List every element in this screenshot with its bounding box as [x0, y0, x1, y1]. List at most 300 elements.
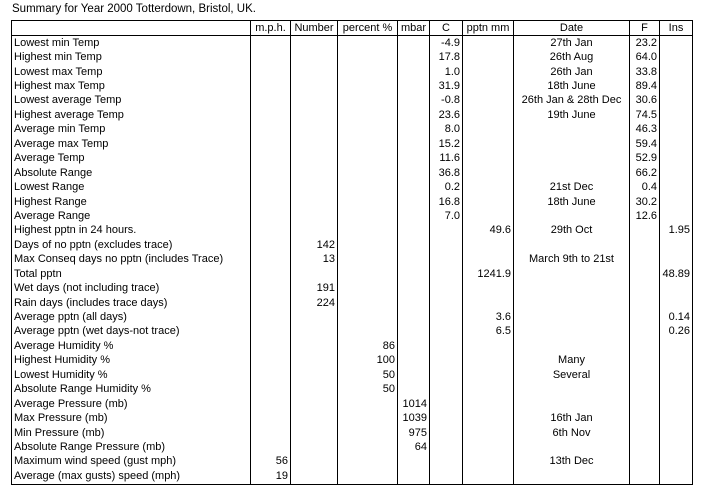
column-header-label [12, 21, 251, 36]
cell-date [514, 152, 630, 166]
table-row [12, 166, 693, 180]
table-row [12, 209, 693, 223]
table-row [12, 238, 693, 252]
cell-inches [660, 426, 693, 440]
cell-inches [660, 383, 693, 397]
cell-date [514, 209, 630, 223]
cell-percent [338, 79, 398, 93]
cell-percent [338, 296, 398, 310]
cell-mph [251, 397, 291, 411]
cell-celsius [430, 238, 463, 252]
cell-pptn [463, 426, 514, 440]
cell-mph [251, 36, 291, 51]
cell-number [291, 123, 338, 137]
cell-date: March 9th to 21st [514, 253, 630, 267]
cell-celsius [430, 296, 463, 310]
cell-celsius: 0.2 [430, 180, 463, 194]
row-label: Absolute Range [12, 166, 251, 180]
cell-number [291, 310, 338, 324]
cell-percent [338, 180, 398, 194]
summary-table [11, 20, 693, 485]
cell-fahrenheit [630, 339, 660, 353]
table-row [12, 469, 693, 484]
cell-inches [660, 50, 693, 64]
cell-inches [660, 296, 693, 310]
cell-mph [251, 224, 291, 238]
cell-mph [251, 166, 291, 180]
cell-mbar [398, 166, 430, 180]
cell-fahrenheit: 30.2 [630, 195, 660, 209]
table-row [12, 137, 693, 151]
cell-fahrenheit: 46.3 [630, 123, 660, 137]
cell-pptn [463, 440, 514, 454]
cell-percent: 50 [338, 383, 398, 397]
table-row [12, 310, 693, 324]
cell-pptn [463, 166, 514, 180]
cell-mph [251, 354, 291, 368]
cell-number [291, 325, 338, 339]
cell-number: 13 [291, 253, 338, 267]
row-label: Absolute Range Pressure (mb) [12, 440, 251, 454]
row-label: Highest min Temp [12, 50, 251, 64]
cell-percent [338, 36, 398, 51]
cell-pptn [463, 397, 514, 411]
cell-mph [251, 368, 291, 382]
cell-percent [338, 152, 398, 166]
cell-fahrenheit: 52.9 [630, 152, 660, 166]
cell-mph [251, 339, 291, 353]
cell-celsius: -0.8 [430, 94, 463, 108]
cell-pptn [463, 339, 514, 353]
row-label: Wet days (not including trace) [12, 281, 251, 295]
cell-date [514, 397, 630, 411]
row-label: Lowest Humidity % [12, 368, 251, 382]
cell-date [514, 281, 630, 295]
cell-percent [338, 65, 398, 79]
cell-pptn [463, 281, 514, 295]
cell-mbar [398, 310, 430, 324]
cell-mbar [398, 209, 430, 223]
cell-celsius [430, 455, 463, 469]
cell-percent [338, 281, 398, 295]
row-label: Lowest Range [12, 180, 251, 194]
cell-number [291, 339, 338, 353]
cell-percent [338, 94, 398, 108]
cell-inches [660, 152, 693, 166]
table-row [12, 397, 693, 411]
cell-pptn [463, 152, 514, 166]
cell-pptn [463, 411, 514, 425]
cell-fahrenheit [630, 397, 660, 411]
cell-date [514, 339, 630, 353]
cell-percent [338, 50, 398, 64]
table-row [12, 36, 693, 51]
table-row [12, 180, 693, 194]
cell-date: 13th Dec [514, 455, 630, 469]
cell-fahrenheit: 30.6 [630, 94, 660, 108]
row-label: Average max Temp [12, 137, 251, 151]
cell-mbar [398, 108, 430, 122]
cell-mbar [398, 368, 430, 382]
cell-fahrenheit [630, 267, 660, 281]
cell-inches [660, 166, 693, 180]
cell-percent [338, 469, 398, 484]
cell-pptn [463, 50, 514, 64]
table-row [12, 50, 693, 64]
cell-inches [660, 195, 693, 209]
cell-date [514, 238, 630, 252]
cell-mbar: 64 [398, 440, 430, 454]
row-label: Min Pressure (mb) [12, 426, 251, 440]
cell-number [291, 50, 338, 64]
cell-percent: 86 [338, 339, 398, 353]
cell-inches [660, 108, 693, 122]
table-row [12, 195, 693, 209]
cell-celsius: 15.2 [430, 137, 463, 151]
cell-mbar [398, 339, 430, 353]
cell-celsius [430, 267, 463, 281]
cell-mbar [398, 354, 430, 368]
row-label: Lowest average Temp [12, 94, 251, 108]
cell-mbar [398, 180, 430, 194]
cell-mph [251, 94, 291, 108]
row-label: Max Conseq days no pptn (includes Trace) [12, 253, 251, 267]
cell-date: Many [514, 354, 630, 368]
cell-celsius [430, 325, 463, 339]
cell-celsius [430, 354, 463, 368]
cell-pptn [463, 108, 514, 122]
cell-mph [251, 426, 291, 440]
cell-number: 224 [291, 296, 338, 310]
cell-fahrenheit [630, 325, 660, 339]
cell-percent: 50 [338, 368, 398, 382]
row-label: Lowest max Temp [12, 65, 251, 79]
cell-number: 142 [291, 238, 338, 252]
cell-inches [660, 411, 693, 425]
cell-percent [338, 426, 398, 440]
cell-fahrenheit [630, 224, 660, 238]
table-row [12, 368, 693, 382]
cell-fahrenheit: 64.0 [630, 50, 660, 64]
cell-number [291, 455, 338, 469]
row-label: Average Pressure (mb) [12, 397, 251, 411]
cell-fahrenheit [630, 310, 660, 324]
cell-mph [251, 440, 291, 454]
cell-mph: 19 [251, 469, 291, 484]
cell-number [291, 79, 338, 93]
cell-mbar [398, 36, 430, 51]
cell-number [291, 137, 338, 151]
cell-celsius [430, 440, 463, 454]
table-row [12, 455, 693, 469]
table-row [12, 383, 693, 397]
cell-pptn [463, 368, 514, 382]
cell-pptn [463, 65, 514, 79]
cell-inches: 48.89 [660, 267, 693, 281]
cell-percent [338, 224, 398, 238]
cell-inches [660, 281, 693, 295]
row-label: Lowest min Temp [12, 36, 251, 51]
cell-percent [338, 455, 398, 469]
cell-celsius [430, 411, 463, 425]
cell-pptn [463, 238, 514, 252]
cell-mbar [398, 224, 430, 238]
cell-inches [660, 440, 693, 454]
row-label: Highest average Temp [12, 108, 251, 122]
table-row [12, 152, 693, 166]
cell-celsius: 31.9 [430, 79, 463, 93]
cell-pptn: 6.5 [463, 325, 514, 339]
page-title: Summary for Year 2000 Totterdown, Bristol, UK. [12, 3, 256, 15]
cell-percent: 100 [338, 354, 398, 368]
cell-percent [338, 397, 398, 411]
cell-number [291, 209, 338, 223]
cell-mph [251, 65, 291, 79]
cell-inches [660, 368, 693, 382]
cell-fahrenheit [630, 368, 660, 382]
cell-mph [251, 310, 291, 324]
cell-number [291, 195, 338, 209]
column-header-inches: Ins [660, 21, 693, 36]
cell-celsius [430, 224, 463, 238]
cell-fahrenheit [630, 440, 660, 454]
cell-inches: 0.26 [660, 325, 693, 339]
cell-number [291, 354, 338, 368]
cell-date [514, 325, 630, 339]
cell-celsius [430, 310, 463, 324]
row-label: Average min Temp [12, 123, 251, 137]
cell-pptn [463, 455, 514, 469]
cell-pptn [463, 253, 514, 267]
cell-number [291, 224, 338, 238]
cell-mbar [398, 50, 430, 64]
cell-pptn [463, 195, 514, 209]
cell-date [514, 166, 630, 180]
cell-inches [660, 94, 693, 108]
column-header-number: Number [291, 21, 338, 36]
cell-date [514, 469, 630, 484]
cell-mbar [398, 253, 430, 267]
table-row [12, 296, 693, 310]
cell-date: 18th June [514, 79, 630, 93]
cell-percent [338, 108, 398, 122]
cell-mph [251, 238, 291, 252]
cell-celsius: 1.0 [430, 65, 463, 79]
cell-mbar [398, 123, 430, 137]
cell-date [514, 383, 630, 397]
cell-number [291, 65, 338, 79]
cell-mbar [398, 137, 430, 151]
cell-date: 26th Aug [514, 50, 630, 64]
cell-mbar [398, 238, 430, 252]
cell-pptn [463, 36, 514, 51]
cell-celsius [430, 426, 463, 440]
table-row [12, 253, 693, 267]
cell-fahrenheit: 0.4 [630, 180, 660, 194]
cell-mbar: 975 [398, 426, 430, 440]
table-row [12, 267, 693, 281]
cell-pptn [463, 94, 514, 108]
cell-mbar [398, 65, 430, 79]
cell-date: 6th Nov [514, 426, 630, 440]
cell-date [514, 310, 630, 324]
cell-mbar [398, 469, 430, 484]
cell-fahrenheit: 74.5 [630, 108, 660, 122]
cell-celsius [430, 469, 463, 484]
cell-inches [660, 180, 693, 194]
table-row [12, 65, 693, 79]
cell-mph [251, 267, 291, 281]
cell-number [291, 368, 338, 382]
table-row [12, 339, 693, 353]
cell-date [514, 123, 630, 137]
cell-inches [660, 79, 693, 93]
cell-inches [660, 137, 693, 151]
cell-fahrenheit: 59.4 [630, 137, 660, 151]
cell-mbar [398, 152, 430, 166]
cell-pptn: 49.6 [463, 224, 514, 238]
cell-number: 191 [291, 281, 338, 295]
cell-number [291, 383, 338, 397]
cell-inches [660, 455, 693, 469]
cell-date: 16th Jan [514, 411, 630, 425]
cell-fahrenheit [630, 296, 660, 310]
cell-inches: 0.14 [660, 310, 693, 324]
table-row [12, 108, 693, 122]
cell-date [514, 296, 630, 310]
row-label: Average Temp [12, 152, 251, 166]
cell-celsius: 36.8 [430, 166, 463, 180]
row-label: Total pptn [12, 267, 251, 281]
cell-mph [251, 137, 291, 151]
cell-inches [660, 209, 693, 223]
cell-inches [660, 253, 693, 267]
column-header-percent: percent % [338, 21, 398, 36]
cell-mbar [398, 79, 430, 93]
cell-mbar [398, 296, 430, 310]
cell-pptn: 1241.9 [463, 267, 514, 281]
cell-inches [660, 65, 693, 79]
table-row [12, 224, 693, 238]
column-header-mph: m.p.h. [251, 21, 291, 36]
table-body [12, 36, 693, 485]
cell-percent [338, 209, 398, 223]
cell-mph [251, 195, 291, 209]
row-label: Average (max gusts) speed (mph) [12, 469, 251, 484]
cell-fahrenheit: 12.6 [630, 209, 660, 223]
cell-number [291, 440, 338, 454]
row-label: Average pptn (wet days-not trace) [12, 325, 251, 339]
cell-percent [338, 253, 398, 267]
cell-inches [660, 469, 693, 484]
cell-mph [251, 50, 291, 64]
cell-mph [251, 253, 291, 267]
cell-inches [660, 339, 693, 353]
row-label: Maximum wind speed (gust mph) [12, 455, 251, 469]
row-label: Days of no pptn (excludes trace) [12, 238, 251, 252]
cell-fahrenheit [630, 455, 660, 469]
cell-celsius [430, 383, 463, 397]
row-label: Max Pressure (mb) [12, 411, 251, 425]
table-row [12, 94, 693, 108]
cell-date: 18th June [514, 195, 630, 209]
column-header-fahrenheit: F [630, 21, 660, 36]
cell-pptn: 3.6 [463, 310, 514, 324]
cell-mph [251, 296, 291, 310]
cell-number [291, 108, 338, 122]
cell-mbar: 1039 [398, 411, 430, 425]
cell-celsius [430, 253, 463, 267]
row-label: Highest Range [12, 195, 251, 209]
cell-percent [338, 166, 398, 180]
row-label: Average pptn (all days) [12, 310, 251, 324]
cell-mph [251, 209, 291, 223]
cell-date [514, 267, 630, 281]
cell-pptn [463, 296, 514, 310]
cell-date: 29th Oct [514, 224, 630, 238]
cell-celsius: 11.6 [430, 152, 463, 166]
cell-fahrenheit: 89.4 [630, 79, 660, 93]
cell-mbar [398, 455, 430, 469]
row-label: Highest max Temp [12, 79, 251, 93]
cell-fahrenheit: 33.8 [630, 65, 660, 79]
column-header-mbar: mbar [398, 21, 430, 36]
cell-celsius: 8.0 [430, 123, 463, 137]
cell-number [291, 36, 338, 51]
cell-celsius: 17.8 [430, 50, 463, 64]
row-label: Average Range [12, 209, 251, 223]
table-header-row [12, 21, 693, 36]
cell-percent [338, 310, 398, 324]
cell-celsius: -4.9 [430, 36, 463, 51]
table-row [12, 354, 693, 368]
cell-mph [251, 383, 291, 397]
cell-inches: 1.95 [660, 224, 693, 238]
cell-mbar [398, 383, 430, 397]
cell-number [291, 180, 338, 194]
cell-celsius: 16.8 [430, 195, 463, 209]
cell-number [291, 469, 338, 484]
row-label: Highest pptn in 24 hours. [12, 224, 251, 238]
cell-inches [660, 123, 693, 137]
cell-fahrenheit [630, 411, 660, 425]
cell-fahrenheit [630, 469, 660, 484]
cell-fahrenheit [630, 238, 660, 252]
table-row [12, 123, 693, 137]
cell-fahrenheit [630, 426, 660, 440]
cell-pptn [463, 383, 514, 397]
cell-fahrenheit [630, 383, 660, 397]
cell-mph [251, 152, 291, 166]
cell-date [514, 137, 630, 151]
table-row [12, 440, 693, 454]
cell-pptn [463, 79, 514, 93]
cell-pptn [463, 137, 514, 151]
cell-mbar [398, 325, 430, 339]
cell-mbar [398, 195, 430, 209]
cell-percent [338, 137, 398, 151]
cell-fahrenheit [630, 281, 660, 295]
cell-inches [660, 36, 693, 51]
cell-number [291, 166, 338, 180]
cell-pptn [463, 354, 514, 368]
cell-mph [251, 123, 291, 137]
cell-fahrenheit [630, 354, 660, 368]
cell-percent [338, 195, 398, 209]
row-label: Absolute Range Humidity % [12, 383, 251, 397]
cell-fahrenheit: 23.2 [630, 36, 660, 51]
cell-number [291, 426, 338, 440]
